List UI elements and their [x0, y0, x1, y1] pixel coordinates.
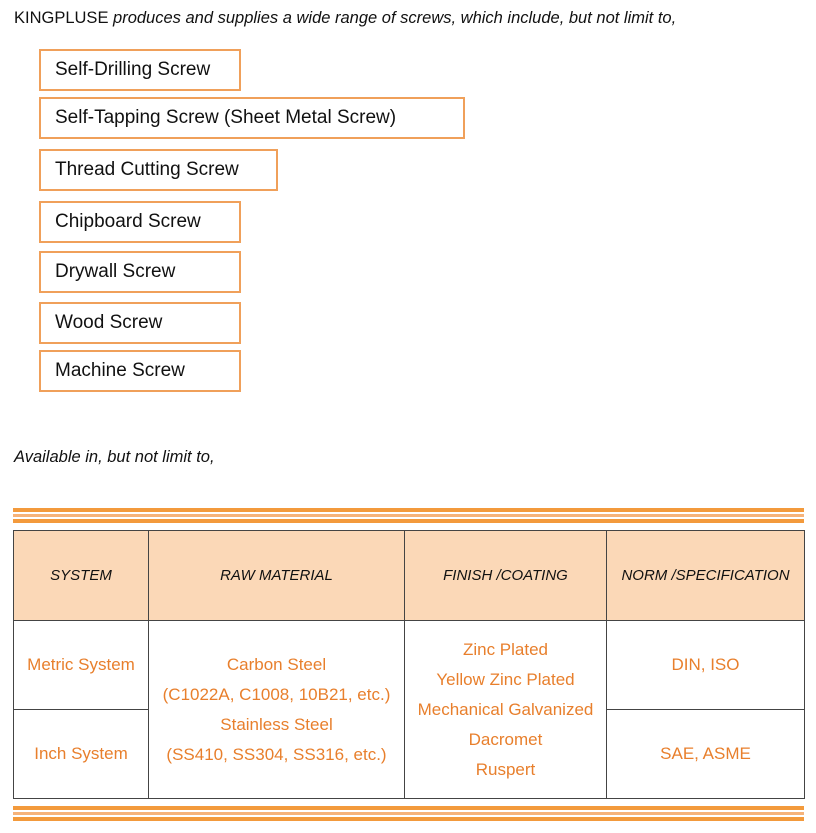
- screw-type-thread-cutting: [39, 149, 278, 191]
- raw-material-line: Carbon Steel: [226, 654, 327, 674]
- finish-line: Zinc Plated: [462, 639, 549, 659]
- raw-material-line: (SS410, SS304, SS316, etc.): [166, 744, 387, 764]
- screw-type-label: Wood Screw: [55, 312, 163, 333]
- header-finish-coating: FINISH /COATING: [405, 531, 607, 621]
- finish-line: Yellow Zinc Plated: [436, 669, 575, 689]
- raw-material-cell: [149, 621, 405, 799]
- finish-line: Mechanical Galvanized: [417, 699, 594, 719]
- brand-name: KINGPLUSE: [14, 9, 109, 27]
- screw-type-self-drilling: [39, 49, 241, 91]
- intro-paragraph: [14, 8, 676, 28]
- screw-type-wood: [39, 302, 241, 344]
- finish-line: Ruspert: [475, 759, 536, 779]
- system-metric: Metric System: [14, 621, 149, 710]
- top-divider-band: [13, 508, 804, 523]
- screw-type-label: Drywall Screw: [55, 261, 176, 282]
- specification-table: [13, 530, 805, 799]
- header-norm-specification: NORM /SPECIFICATION: [607, 531, 805, 621]
- header-raw-material: RAW MATERIAL: [149, 531, 405, 621]
- finish-coating-cell: [405, 621, 607, 799]
- screw-type-label: Self-Tapping Screw (Sheet Metal Screw): [55, 107, 397, 128]
- screw-type-self-tapping: [39, 97, 465, 139]
- screw-type-label: Thread Cutting Screw: [55, 159, 239, 180]
- table-header-row: [14, 531, 805, 621]
- bottom-divider-band: [13, 806, 804, 821]
- screw-type-label: Self-Drilling Screw: [55, 59, 211, 80]
- screw-type-chipboard: [39, 201, 241, 243]
- raw-material-line: Stainless Steel: [220, 714, 333, 734]
- system-inch: Inch System: [14, 710, 149, 799]
- intro-text: produces and supplies a wide range of screws, which include, but not limit to,: [108, 9, 677, 27]
- raw-material-line: (C1022A, C1008, 10B21, etc.): [162, 684, 391, 704]
- available-text: Available in, but not limit to,: [14, 448, 215, 466]
- screw-type-drywall: [39, 251, 241, 293]
- finish-line: Dacromet: [468, 729, 543, 749]
- screw-type-label: Machine Screw: [55, 360, 185, 381]
- norm-inch: SAE, ASME: [607, 710, 805, 799]
- header-system: SYSTEM: [14, 531, 149, 621]
- screw-type-label: Chipboard Screw: [55, 211, 201, 232]
- norm-metric: DIN, ISO: [607, 621, 805, 710]
- table-row: [14, 621, 805, 710]
- screw-type-machine: [39, 350, 241, 392]
